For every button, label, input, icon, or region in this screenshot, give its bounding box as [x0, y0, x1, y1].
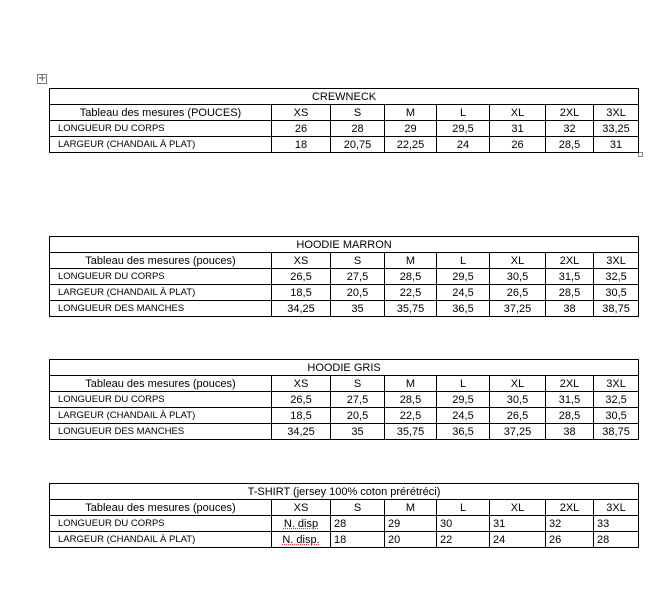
table-cell: 35 — [331, 424, 385, 440]
table-cell: 24,5 — [437, 285, 490, 301]
tshirt-size-table — [49, 483, 639, 548]
row-label: LARGEUR (CHANDAIL À PLAT) — [50, 408, 272, 424]
table-cell: 28,5 — [546, 137, 594, 153]
table-title-row — [50, 89, 639, 105]
table-cell: 38,75 — [594, 424, 639, 440]
header-cell: 2XL — [546, 253, 594, 269]
table-row — [50, 532, 639, 548]
table-cell: 35,75 — [385, 301, 437, 317]
table-row — [50, 516, 639, 532]
header-cell: S — [331, 376, 385, 392]
table-cell: 31,5 — [546, 392, 594, 408]
table-cell: 38 — [546, 424, 594, 440]
table-row — [50, 408, 639, 424]
header-cell: 3XL — [594, 253, 639, 269]
header-cell: S — [331, 105, 385, 121]
table-cell: 35,75 — [385, 424, 437, 440]
header-cell: M — [385, 500, 437, 516]
table-cell: 32 — [546, 121, 594, 137]
table-cell: N. disp. — [272, 532, 331, 548]
row-label: LARGEUR (CHANDAIL À PLAT) — [50, 532, 272, 548]
table-cell: 26,5 — [272, 269, 331, 285]
table-cell: 18,5 — [272, 285, 331, 301]
table-cell: 22,25 — [385, 137, 437, 153]
table-cell: 37,25 — [490, 424, 546, 440]
table-cell: 27,5 — [331, 269, 385, 285]
header-cell: 3XL — [594, 105, 639, 121]
table-cell: 22,5 — [385, 408, 437, 424]
table-title-row — [50, 484, 639, 500]
table-cell: 33,25 — [594, 121, 639, 137]
header-cell: XS — [272, 253, 331, 269]
table-cell: 30,5 — [490, 392, 546, 408]
table-cell: 34,25 — [272, 424, 331, 440]
table-cell: 34,25 — [272, 301, 331, 317]
row-label: LONGUEUR DES MANCHES — [50, 301, 272, 317]
header-cell: 2XL — [546, 500, 594, 516]
table-cell: 36,5 — [437, 301, 490, 317]
header-cell: XS — [272, 500, 331, 516]
table-cell: N. disp — [272, 516, 331, 532]
table-cell: 29 — [385, 121, 437, 137]
header-cell: M — [385, 105, 437, 121]
row-label: LARGEUR (CHANDAIL À PLAT) — [50, 285, 272, 301]
table-cell: 29,5 — [437, 269, 490, 285]
header-cell: S — [331, 253, 385, 269]
header-cell: 2XL — [546, 376, 594, 392]
table-cell: 26 — [546, 532, 594, 548]
table-cell: 37,25 — [490, 301, 546, 317]
header-cell: L — [437, 105, 490, 121]
table-cell: 20,5 — [331, 285, 385, 301]
header-cell: Tableau des mesures (POUCES) — [50, 105, 272, 121]
table-cell: 36,5 — [437, 424, 490, 440]
row-label: LONGUEUR DU CORPS — [50, 269, 272, 285]
table-header-row — [50, 253, 639, 269]
header-cell: M — [385, 253, 437, 269]
table-row — [50, 121, 639, 137]
table-cell: 22 — [437, 532, 490, 548]
table-cell: 28,5 — [385, 269, 437, 285]
table-title: HOODIE GRIS — [50, 360, 639, 376]
table-cell: 30,5 — [594, 285, 639, 301]
table-cell: 28 — [331, 516, 385, 532]
table-cell: 28,5 — [546, 408, 594, 424]
table-cell: 31 — [490, 516, 546, 532]
table-cell: 26,5 — [272, 392, 331, 408]
table-cell: 38,75 — [594, 301, 639, 317]
table-cell: 20 — [385, 532, 437, 548]
table-title: T-SHIRT (jersey 100% coton prérétréci) — [50, 484, 639, 500]
table-cell: 32 — [546, 516, 594, 532]
header-cell: XL — [490, 253, 546, 269]
header-cell: M — [385, 376, 437, 392]
table-row — [50, 424, 639, 440]
table-row — [50, 137, 639, 153]
table-cell: 28 — [594, 532, 639, 548]
header-cell: S — [331, 500, 385, 516]
header-cell: XL — [490, 105, 546, 121]
header-cell: XS — [272, 376, 331, 392]
header-cell: Tableau des mesures (pouces) — [50, 376, 272, 392]
table-row — [50, 301, 639, 317]
table-cell: 28,5 — [546, 285, 594, 301]
table-cell: 24 — [437, 137, 490, 153]
table-cell: 29,5 — [437, 392, 490, 408]
table-cell: 26,5 — [490, 408, 546, 424]
table-row — [50, 269, 639, 285]
table-cell: 18,5 — [272, 408, 331, 424]
table-cell: 35 — [331, 301, 385, 317]
table-move-handle-icon[interactable]: + — [38, 73, 47, 84]
row-label: LONGUEUR DES MANCHES — [50, 424, 272, 440]
header-cell: 3XL — [594, 500, 639, 516]
table-cell: 31,5 — [546, 269, 594, 285]
table-cell: 26 — [490, 137, 546, 153]
table-cell: 29 — [385, 516, 437, 532]
table-row — [50, 392, 639, 408]
hoodie-marron-size-table — [49, 236, 639, 317]
hoodie-gris-size-table — [49, 359, 639, 440]
table-cell: 28 — [331, 121, 385, 137]
header-cell: Tableau des mesures (pouces) — [50, 253, 272, 269]
table-title: CREWNECK — [50, 89, 639, 105]
table-title-row — [50, 360, 639, 376]
header-cell: L — [437, 253, 490, 269]
header-cell: L — [437, 376, 490, 392]
table-cell: 18 — [331, 532, 385, 548]
row-label: LONGUEUR DU CORPS — [50, 392, 272, 408]
table-cell: 27,5 — [331, 392, 385, 408]
table-cell: 28,5 — [385, 392, 437, 408]
table-cell: 30,5 — [594, 408, 639, 424]
table-cell: 26 — [272, 121, 331, 137]
table-cell: 30,5 — [490, 269, 546, 285]
table-header-row — [50, 376, 639, 392]
table-cell: 29,5 — [437, 121, 490, 137]
row-label: LONGUEUR DU CORPS — [50, 516, 272, 532]
table-title-row — [50, 237, 639, 253]
table-cell: 22,5 — [385, 285, 437, 301]
table-cell: 32,5 — [594, 269, 639, 285]
table-cell: 20,75 — [331, 137, 385, 153]
table-cell: 24,5 — [437, 408, 490, 424]
table-header-row — [50, 105, 639, 121]
header-cell: L — [437, 500, 490, 516]
table-cell: 30 — [437, 516, 490, 532]
header-cell: Tableau des mesures (pouces) — [50, 500, 272, 516]
table-cell: 24 — [490, 532, 546, 548]
crewneck-size-table — [49, 88, 639, 153]
table-title: HOODIE MARRON — [50, 237, 639, 253]
table-cell: 26,5 — [490, 285, 546, 301]
table-cell: 33 — [594, 516, 639, 532]
table-cell: 31 — [490, 121, 546, 137]
header-cell: 2XL — [546, 105, 594, 121]
header-cell: XS — [272, 105, 331, 121]
table-row — [50, 285, 639, 301]
row-label: LARGEUR (CHANDAIL À PLAT) — [50, 137, 272, 153]
table-header-row — [50, 500, 639, 516]
row-label: LONGUEUR DU CORPS — [50, 121, 272, 137]
header-cell: XL — [490, 500, 546, 516]
table-cell: 38 — [546, 301, 594, 317]
header-cell: XL — [490, 376, 546, 392]
table-cell: 18 — [272, 137, 331, 153]
table-cell: 32,5 — [594, 392, 639, 408]
table-cell: 20,5 — [331, 408, 385, 424]
table-cell: 31 — [594, 137, 639, 153]
header-cell: 3XL — [594, 376, 639, 392]
